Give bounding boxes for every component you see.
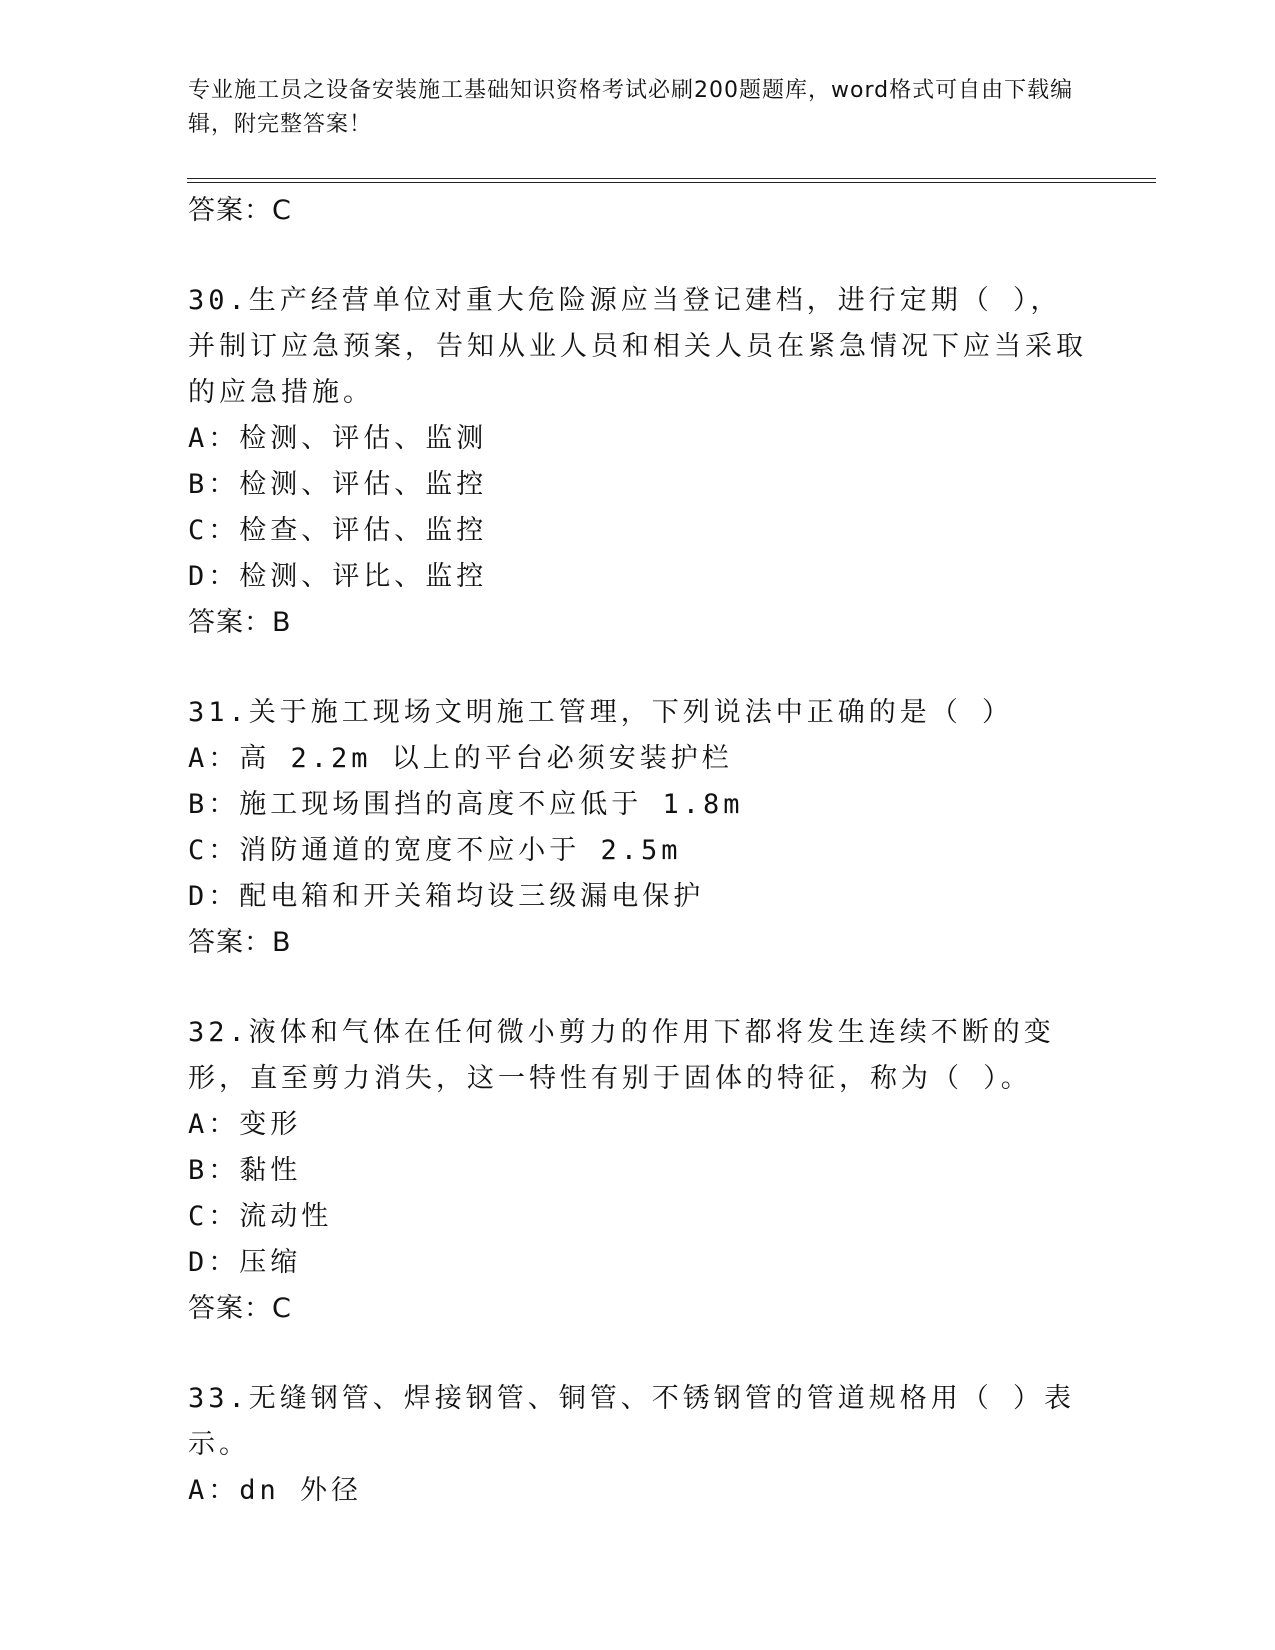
header-divider <box>187 178 1156 183</box>
question-text: 32.液体和气体在任何微小剪力的作用下都将发生连续不断的变形，直至剪力消失，这一特性有别于固体的特征，称为（ ）。 <box>188 1017 1055 1094</box>
answer-line: 答案：B <box>188 927 292 958</box>
question-32 <box>188 1010 1088 1332</box>
option-b: B：黏性 <box>188 1155 302 1186</box>
question-33 <box>188 1376 1088 1514</box>
option-d: D：配电箱和开关箱均设三级漏电保护 <box>188 881 705 912</box>
page-header: 专业施工员之设备安装施工基础知识资格考试必刷200题题库，word格式可自由下载编辑，附完整答案！ <box>188 78 1074 137</box>
question-30 <box>188 278 1088 646</box>
option-c: C：流动性 <box>188 1201 333 1232</box>
option-c: C：消防通道的宽度不应小于 2.5m <box>188 835 682 866</box>
option-b: B：检测、评估、监控 <box>188 469 488 500</box>
option-d: D：压缩 <box>188 1247 302 1278</box>
question-text: 33.无缝钢管、焊接钢管、铜管、不锈钢管的管道规格用（ ）表示。 <box>188 1383 1076 1460</box>
question-text: 30.生产经营单位对重大危险源应当登记建档，进行定期（ ），并制订应急预案，告知从业人员和相关人员在紧急情况下应当采取的应急措施。 <box>188 285 1087 408</box>
answer-line: 答案：C <box>188 195 292 226</box>
option-a: A：高 2.2m 以上的平台必须安装护栏 <box>188 743 733 774</box>
question-31 <box>188 690 1088 966</box>
option-a: A：变形 <box>188 1109 302 1140</box>
question-list <box>188 188 1088 1514</box>
option-a: A：检测、评估、监测 <box>188 423 488 454</box>
option-d: D：检测、评比、监控 <box>188 561 488 592</box>
answer-line: 答案：C <box>188 1293 292 1324</box>
option-c: C：检查、评估、监控 <box>188 515 488 546</box>
answer-line: 答案：B <box>188 607 292 638</box>
question-text: 31.关于施工现场文明施工管理，下列说法中正确的是（ ） <box>188 697 1014 728</box>
option-a: A：dn 外径 <box>188 1475 363 1506</box>
option-b: B：施工现场围挡的高度不应低于 1.8m <box>188 789 744 820</box>
